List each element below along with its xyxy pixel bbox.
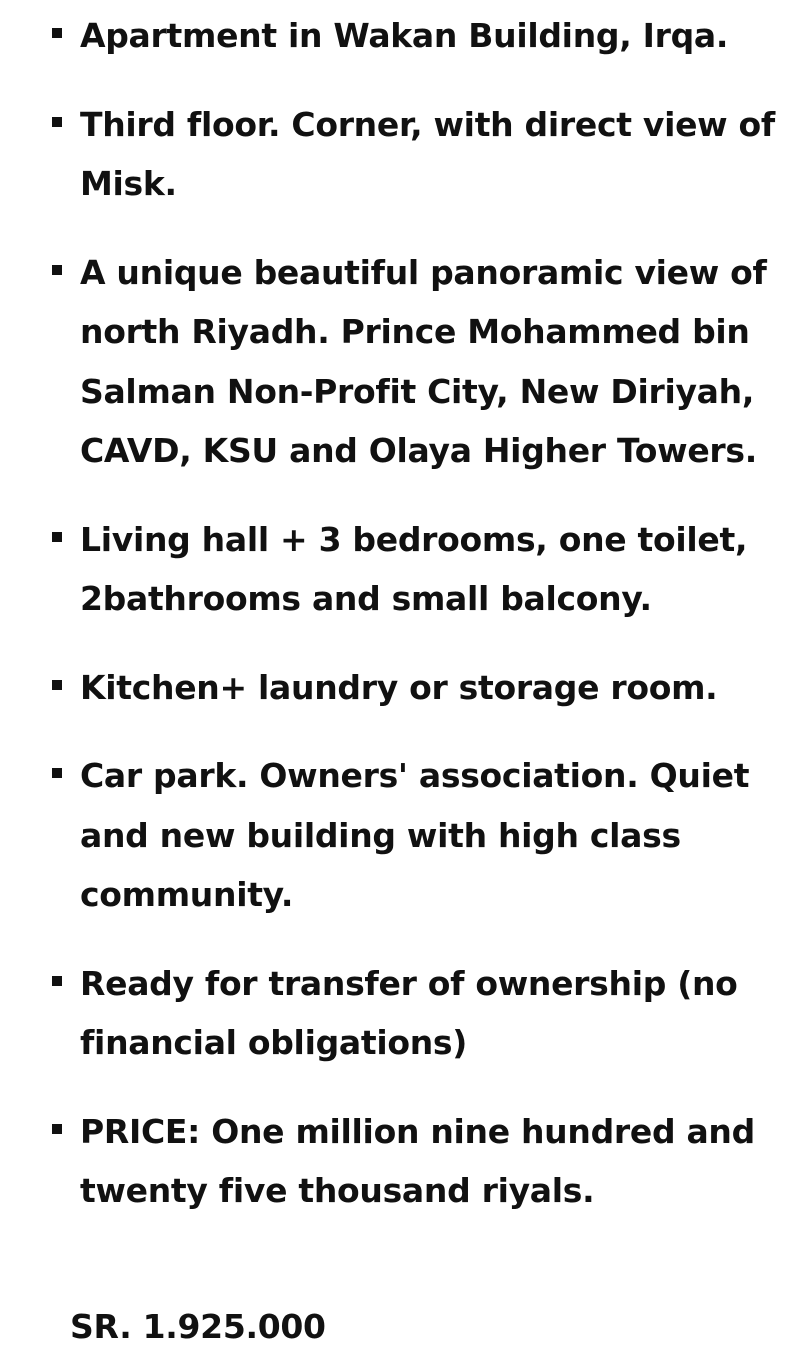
list-item: [52, 243, 792, 481]
price-figure: SR. 1.925.000: [70, 1307, 326, 1346]
item-text: Ready for transfer of ownership (no financial obligations): [80, 963, 738, 1062]
list-item: [52, 95, 792, 214]
list-item: [52, 954, 792, 1073]
square-bullet-icon: [52, 265, 62, 275]
item-text: PRICE: One million nine hundred and twenty five thousand riyals.: [80, 1111, 755, 1210]
square-bullet-icon: [52, 680, 62, 690]
feature-list: [52, 6, 792, 1250]
list-item: [52, 658, 792, 718]
item-text: Living hall + 3 bedrooms, one toilet, 2bathrooms and small balcony.: [80, 519, 748, 618]
square-bullet-icon: [52, 768, 62, 778]
square-bullet-icon: [52, 1124, 62, 1134]
square-bullet-icon: [52, 976, 62, 986]
square-bullet-icon: [52, 532, 62, 542]
item-text: Kitchen+ laundry or storage room.: [80, 667, 718, 707]
list-item: [52, 6, 792, 66]
square-bullet-icon: [52, 117, 62, 127]
item-text: Car park. Owners' association. Quiet and new building with high class community.: [80, 756, 750, 914]
item-text: Third floor. Corner, with direct view of Misk.: [80, 104, 775, 203]
item-text: Apartment in Wakan Building, Irqa.: [80, 16, 729, 55]
list-item: [52, 1102, 792, 1221]
square-bullet-icon: [52, 28, 62, 38]
item-text: A unique beautiful panoramic view of north Riyadh. Prince Mohammed bin Salman Non-Profit City, New Diriyah, CAVD, KSU and Olaya Higher Towers.: [80, 252, 767, 470]
list-item: [52, 746, 792, 925]
list-item: [52, 510, 792, 629]
